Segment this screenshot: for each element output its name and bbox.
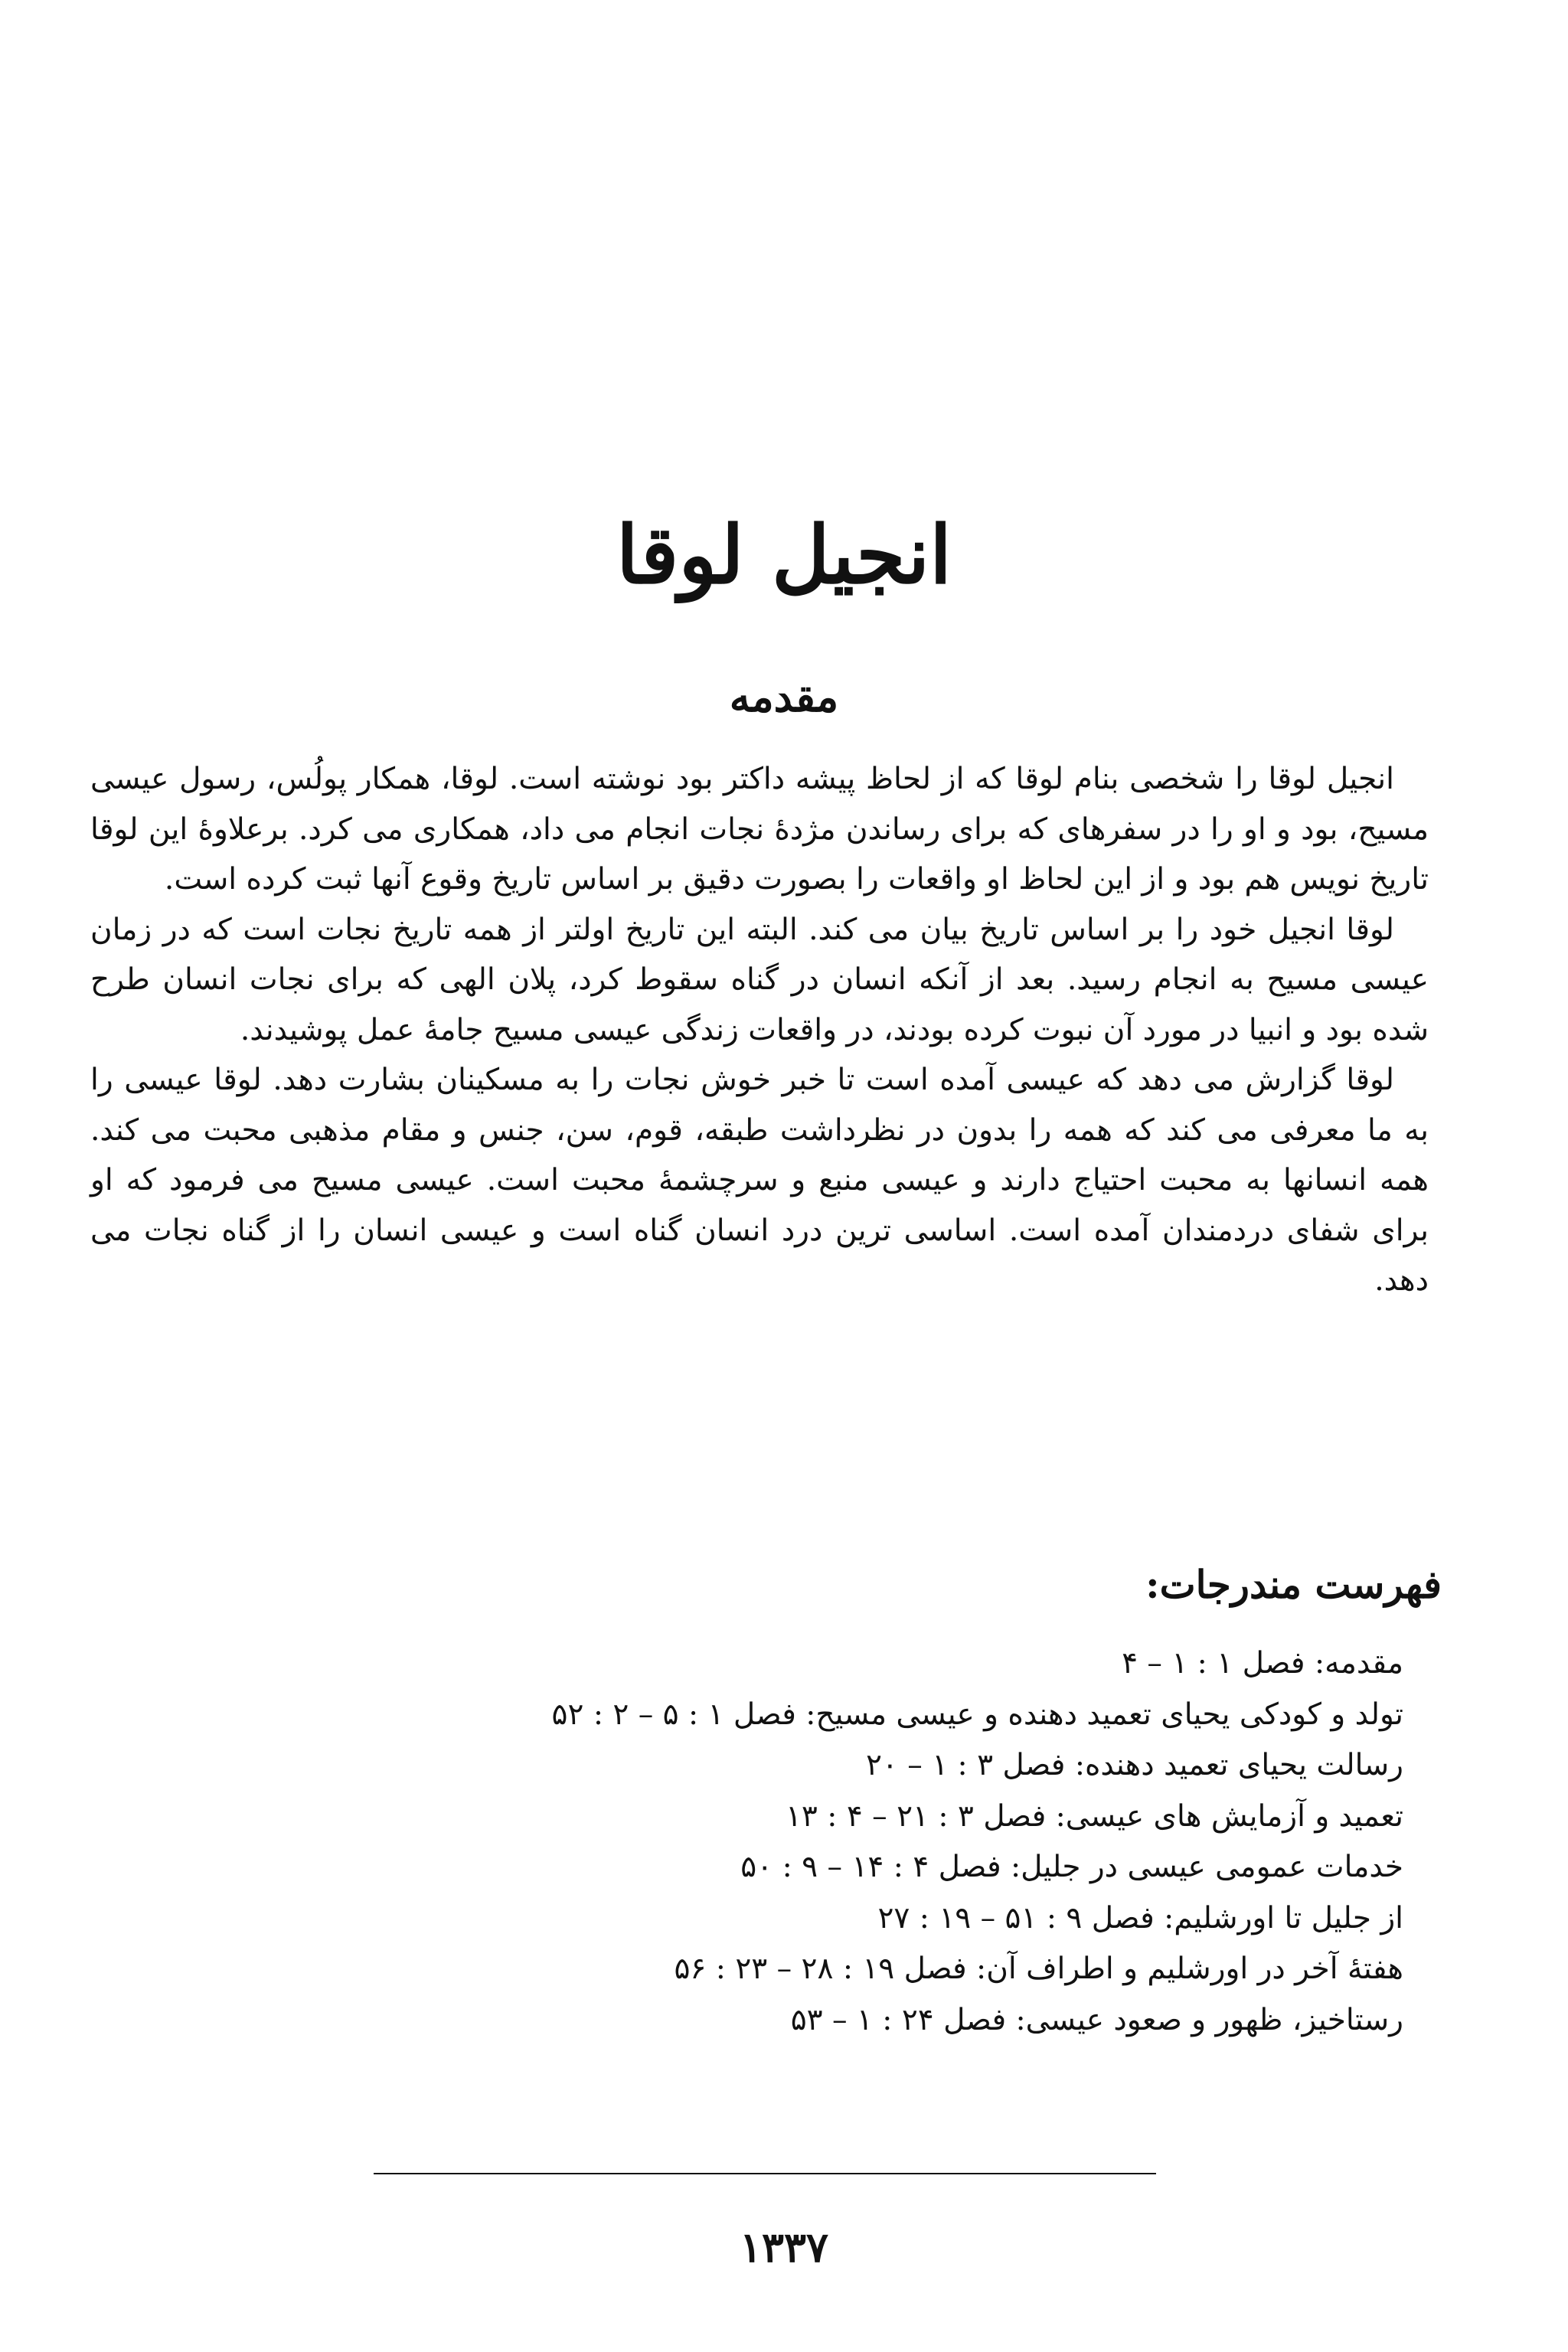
toc-item: خدمات عمومی عیسی در جلیل: فصل ۴ : ۱۴ – ۹ : ۵۰ (740, 1850, 1403, 1884)
intro-paragraph: لوقا گزارش می دهد که عیسی آمده است تا خبر خوش نجات را به مسکینان بشارت دهد. لوقا عیسی را به ما معرفی می کند که همه را بدون در نظرداشت طبقه، قوم، سن، جنس و مقام مذهبی محبت می کند. همه انسانها به محبت احتیاج دارند و عیسی منبع و سرچشمهٔ محبت است. عیسی مسیح می فرمود که او برای شفای دردمندان آمده است. اساسی ترین درد انسان گناه است و عیسی انسان را از گناه نجات می دهد. (90, 1063, 1429, 1298)
toc-item: تعمید و آزمایش های عیسی: فصل ۳ : ۲۱ – ۴ : ۱۳ (785, 1798, 1403, 1834)
toc-heading: فهرست مندرجات: (1145, 1562, 1442, 1607)
page-number: ۱۳۳۷ (739, 2223, 828, 2272)
toc-item: رستاخیز، ظهور و صعود عیسی: فصل ۲۴ : ۱ – ۵۳ (790, 2002, 1403, 2037)
footnote-divider (374, 2173, 1156, 2174)
toc-item: مقدمه: فصل ۱ : ۱ – ۴ (1122, 1646, 1403, 1681)
intro-paragraph: لوقا انجیل خود را بر اساس تاریخ بیان می کند. البته این تاریخ اولتر از همه تاریخ نجات است که در زمان عیسی مسیح به انجام رسید. بعد از آنکه انسان در گناه سقوط کرد، پلان الهی که برای نجات انسان طرح شده بود و انبیا در مورد آن نبوت کرده بودند، در واقعات زندگی عیسی مسیح جامهٔ عمل پوشیدند. (90, 912, 1429, 1047)
toc-item: هفتهٔ آخر در اورشلیم و اطراف آن: فصل ۱۹ : ۲۸ – ۲۳ : ۵۶ (674, 1952, 1403, 1986)
introduction-text (90, 754, 1429, 1306)
toc-item: رسالت یحیای تعمید دهنده: فصل ۳ : ۱ – ۲۰ (865, 1748, 1403, 1782)
intro-paragraph: انجیل لوقا را شخصی بنام لوقا که از لحاظ پیشه داکتر بود نوشته است. لوقا، همکار پولُس، رسول عیسی مسیح، بود و او را در سفرهای که برای رساندن مژدهٔ نجات انجام می داد، همکاری می کرد. برعلاوهٔ این لوقا تاریخ نویس هم بود و از این لحاظ او واقعات را بصورت دقیق بر اساس تاریخ وقوع آنها ثبت کرده است. (90, 762, 1429, 897)
toc-list (552, 1638, 1403, 2046)
toc-item: از جلیل تا اورشلیم: فصل ۹ : ۵۱ – ۱۹ : ۲۷ (877, 1900, 1403, 1936)
book-title: انجیل لوقا (616, 508, 952, 602)
toc-item: تولد و کودکی یحیای تعمید دهنده و عیسی مسیح: فصل ۱ : ۵ – ۲ : ۵۲ (551, 1697, 1403, 1732)
section-heading: مقدمه (729, 672, 839, 721)
